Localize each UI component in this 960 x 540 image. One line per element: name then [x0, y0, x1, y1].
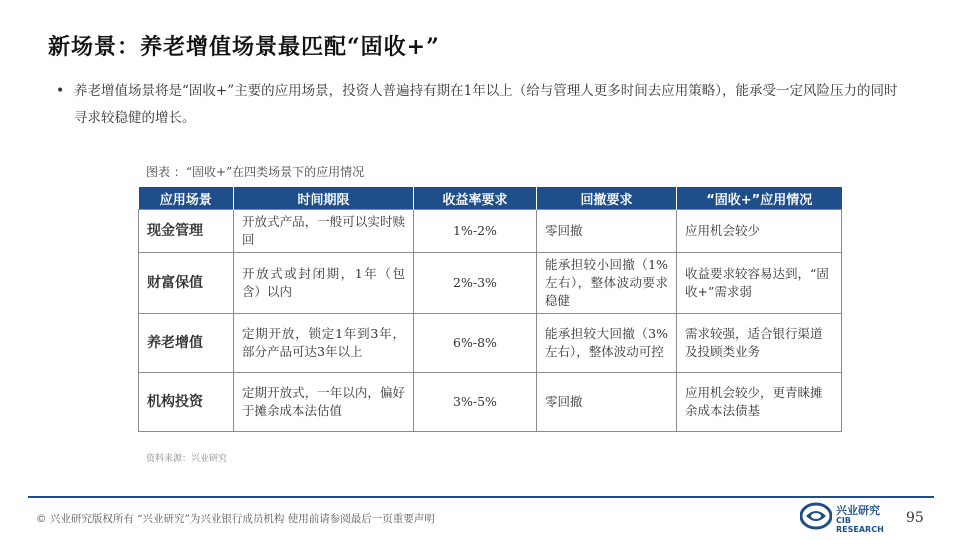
drawdown-cell: 零回撤 — [537, 210, 677, 253]
table-row — [139, 373, 842, 432]
logo-text-cn: 兴业研究 — [836, 504, 880, 517]
footer-divider — [28, 496, 934, 498]
footer-copyright: © 兴业研究版权所有 “兴业研究”为兴业银行成员机构 使用前请参阅最后一页重要声明 — [36, 513, 435, 525]
column-header: 时间期限 — [234, 187, 414, 210]
term-cell: 定期开放式，一年以内，偏好于摊余成本法估值 — [234, 373, 414, 432]
term-cell: 开放式产品，一般可以实时赎回 — [234, 210, 414, 253]
source-note: 资料来源：兴业研究 — [146, 454, 228, 464]
scene-cell: 机构投资 — [139, 373, 234, 432]
drawdown-cell: 能承担较大回撤（3%左右），整体波动可控 — [537, 314, 677, 373]
yield-cell: 2%-3% — [414, 253, 537, 314]
column-header: 应用场景 — [139, 187, 234, 210]
table-row — [139, 253, 842, 314]
bullet-paragraph — [56, 78, 904, 132]
usage-cell: 应用机会较少 — [677, 210, 842, 253]
usage-cell: 收益要求较容易达到，“固收+”需求弱 — [677, 253, 842, 314]
column-header: “固收+”应用情况 — [677, 187, 842, 210]
logo-text-en: CIB RESEARCH — [836, 516, 884, 534]
usage-cell: 需求较强，适合银行渠道及投顾类业务 — [677, 314, 842, 373]
bullet-dot-icon: • — [56, 83, 65, 99]
scene-cell: 财富保值 — [139, 253, 234, 314]
term-cell: 定期开放，锁定1年到3年，部分产品可达3年以上 — [234, 314, 414, 373]
column-header: 回撤要求 — [537, 187, 677, 210]
bullet-text: 养老增值场景将是“固收+”主要的应用场景，投资人普遍持有期在1年以上（给与管理人更多时间去应用策略），能承受一定风险压力的同时寻求较稳健的增长。 — [74, 83, 898, 126]
table-row — [139, 314, 842, 373]
yield-cell: 3%-5% — [414, 373, 537, 432]
usage-cell: 应用机会较少，更青睐摊余成本法债基 — [677, 373, 842, 432]
page-number: 95 — [906, 510, 924, 526]
drawdown-cell: 零回撤 — [537, 373, 677, 432]
drawdown-cell: 能承担较小回撤（1%左右），整体波动要求稳健 — [537, 253, 677, 314]
table-row — [139, 210, 842, 253]
table-header-row — [139, 187, 842, 210]
cib-research-logo — [800, 502, 900, 532]
scene-cell: 养老增值 — [139, 314, 234, 373]
yield-cell: 1%-2% — [414, 210, 537, 253]
scenario-table — [138, 187, 842, 432]
scene-cell: 现金管理 — [139, 210, 234, 253]
column-header: 收益率要求 — [414, 187, 537, 210]
cib-logo-icon — [800, 502, 832, 530]
slide-title: 新场景：养老增值场景最匹配“固收+” — [48, 34, 440, 60]
yield-cell: 6%-8% — [414, 314, 537, 373]
figure-caption: 图表 ：“固收+”在四类场景下的应用情况 — [146, 165, 365, 179]
term-cell: 开放式或封闭期，1年（包含）以内 — [234, 253, 414, 314]
